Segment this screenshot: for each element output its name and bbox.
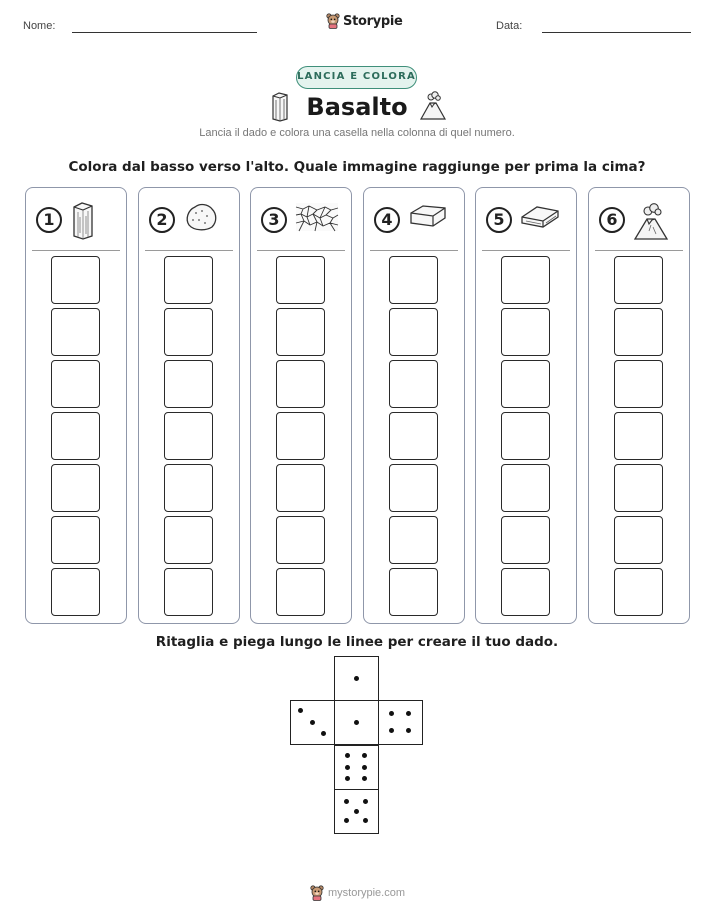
dice-pip: [354, 809, 359, 814]
color-box[interactable]: [164, 256, 213, 304]
color-box[interactable]: [389, 516, 438, 564]
dice-pip: [298, 708, 303, 713]
color-box[interactable]: [276, 516, 325, 564]
color-box[interactable]: [501, 568, 550, 616]
brand-name: Storypie: [343, 13, 403, 29]
column-divider: [145, 250, 233, 251]
color-box[interactable]: [276, 568, 325, 616]
color-box[interactable]: [501, 412, 550, 460]
dice-face-1: [334, 656, 379, 701]
color-box[interactable]: [164, 308, 213, 356]
dice-pip: [345, 765, 350, 770]
column-1: [25, 187, 127, 624]
dice-pip: [354, 720, 359, 725]
column-divider: [370, 250, 458, 251]
stone-slab-icon: [520, 201, 560, 235]
dice-pip: [406, 711, 411, 716]
name-write-line: [72, 32, 257, 33]
dice-pip: [389, 711, 394, 716]
column-2: [138, 187, 240, 624]
column-number: 6: [599, 207, 625, 233]
color-box[interactable]: [164, 464, 213, 512]
basalt-column-icon: [70, 201, 96, 245]
color-box[interactable]: [276, 360, 325, 408]
color-box[interactable]: [51, 308, 100, 356]
bear-mascot-icon: [326, 13, 340, 29]
color-box[interactable]: [389, 464, 438, 512]
color-box[interactable]: [51, 568, 100, 616]
dice-pip: [344, 818, 349, 823]
round-rock-icon: [183, 201, 219, 237]
subtitle: Lancia il dado e colora una casella nella colonna di quel numero.: [199, 127, 515, 139]
column-3: [250, 187, 352, 624]
activity-badge: LANCIA E COLORA: [296, 66, 417, 89]
column-number: 3: [261, 207, 287, 233]
color-box[interactable]: [276, 412, 325, 460]
color-box[interactable]: [389, 412, 438, 460]
color-box[interactable]: [614, 412, 663, 460]
color-box[interactable]: [389, 256, 438, 304]
color-box[interactable]: [276, 464, 325, 512]
color-box[interactable]: [51, 464, 100, 512]
column-number: 4: [374, 207, 400, 233]
color-box[interactable]: [614, 308, 663, 356]
color-box[interactable]: [276, 308, 325, 356]
footer: [310, 885, 405, 901]
dice-pip: [362, 776, 367, 781]
color-box[interactable]: [51, 256, 100, 304]
name-label: Nome:: [23, 20, 56, 32]
dice-pip: [389, 728, 394, 733]
page-title: Basalto: [306, 93, 408, 121]
color-box[interactable]: [614, 256, 663, 304]
color-box[interactable]: [164, 568, 213, 616]
color-box[interactable]: [501, 256, 550, 304]
dice-pip: [362, 765, 367, 770]
bear-mascot-icon: [310, 885, 324, 901]
dice-pip: [321, 731, 326, 736]
volcano-icon: [419, 91, 447, 121]
dice-pip: [344, 799, 349, 804]
column-5: [475, 187, 577, 624]
column-number: 5: [486, 207, 512, 233]
dice-pip: [363, 799, 368, 804]
color-box[interactable]: [501, 464, 550, 512]
color-box[interactable]: [614, 516, 663, 564]
column-4: [363, 187, 465, 624]
instruction: Colora dal basso verso l'alto. Quale immagine raggiunge per prima la cima?: [68, 159, 646, 175]
date-label: Data:: [496, 20, 523, 32]
color-box[interactable]: [501, 308, 550, 356]
color-box[interactable]: [614, 360, 663, 408]
color-box[interactable]: [51, 516, 100, 564]
volcano-icon: [633, 201, 669, 245]
dice-pip: [345, 753, 350, 758]
cracked-ground-icon: [295, 201, 339, 237]
column-divider: [32, 250, 120, 251]
column-6: [588, 187, 690, 624]
dice-pip: [406, 728, 411, 733]
column-divider: [595, 250, 683, 251]
dice-instruction: Ritaglia e piega lungo le linee per creare il tuo dado.: [155, 634, 559, 650]
column-number: 1: [36, 207, 62, 233]
dice-pip: [363, 818, 368, 823]
column-number: 2: [149, 207, 175, 233]
color-box[interactable]: [614, 464, 663, 512]
color-box[interactable]: [501, 360, 550, 408]
color-box[interactable]: [276, 256, 325, 304]
color-box[interactable]: [164, 412, 213, 460]
column-divider: [482, 250, 570, 251]
dice-face-6: [334, 745, 379, 790]
color-box[interactable]: [164, 360, 213, 408]
dice-face-4: [378, 700, 423, 745]
color-box[interactable]: [389, 360, 438, 408]
date-write-line: [542, 32, 691, 33]
dice-pip: [354, 676, 359, 681]
paving-stone-icon: [408, 201, 448, 235]
footer-url: mystorypie.com: [328, 887, 406, 899]
dice-pip: [310, 720, 315, 725]
color-box[interactable]: [501, 516, 550, 564]
color-box[interactable]: [614, 568, 663, 616]
dice-face-3: [290, 700, 335, 745]
color-box[interactable]: [51, 412, 100, 460]
dice-pip: [362, 753, 367, 758]
brand-logo: [326, 13, 403, 29]
color-box[interactable]: [164, 516, 213, 564]
column-divider: [257, 250, 345, 251]
color-box[interactable]: [389, 568, 438, 616]
color-box[interactable]: [51, 360, 100, 408]
color-box[interactable]: [389, 308, 438, 356]
dice-face-5: [334, 789, 379, 834]
dice-face-1: [334, 700, 379, 745]
dice-pip: [345, 776, 350, 781]
